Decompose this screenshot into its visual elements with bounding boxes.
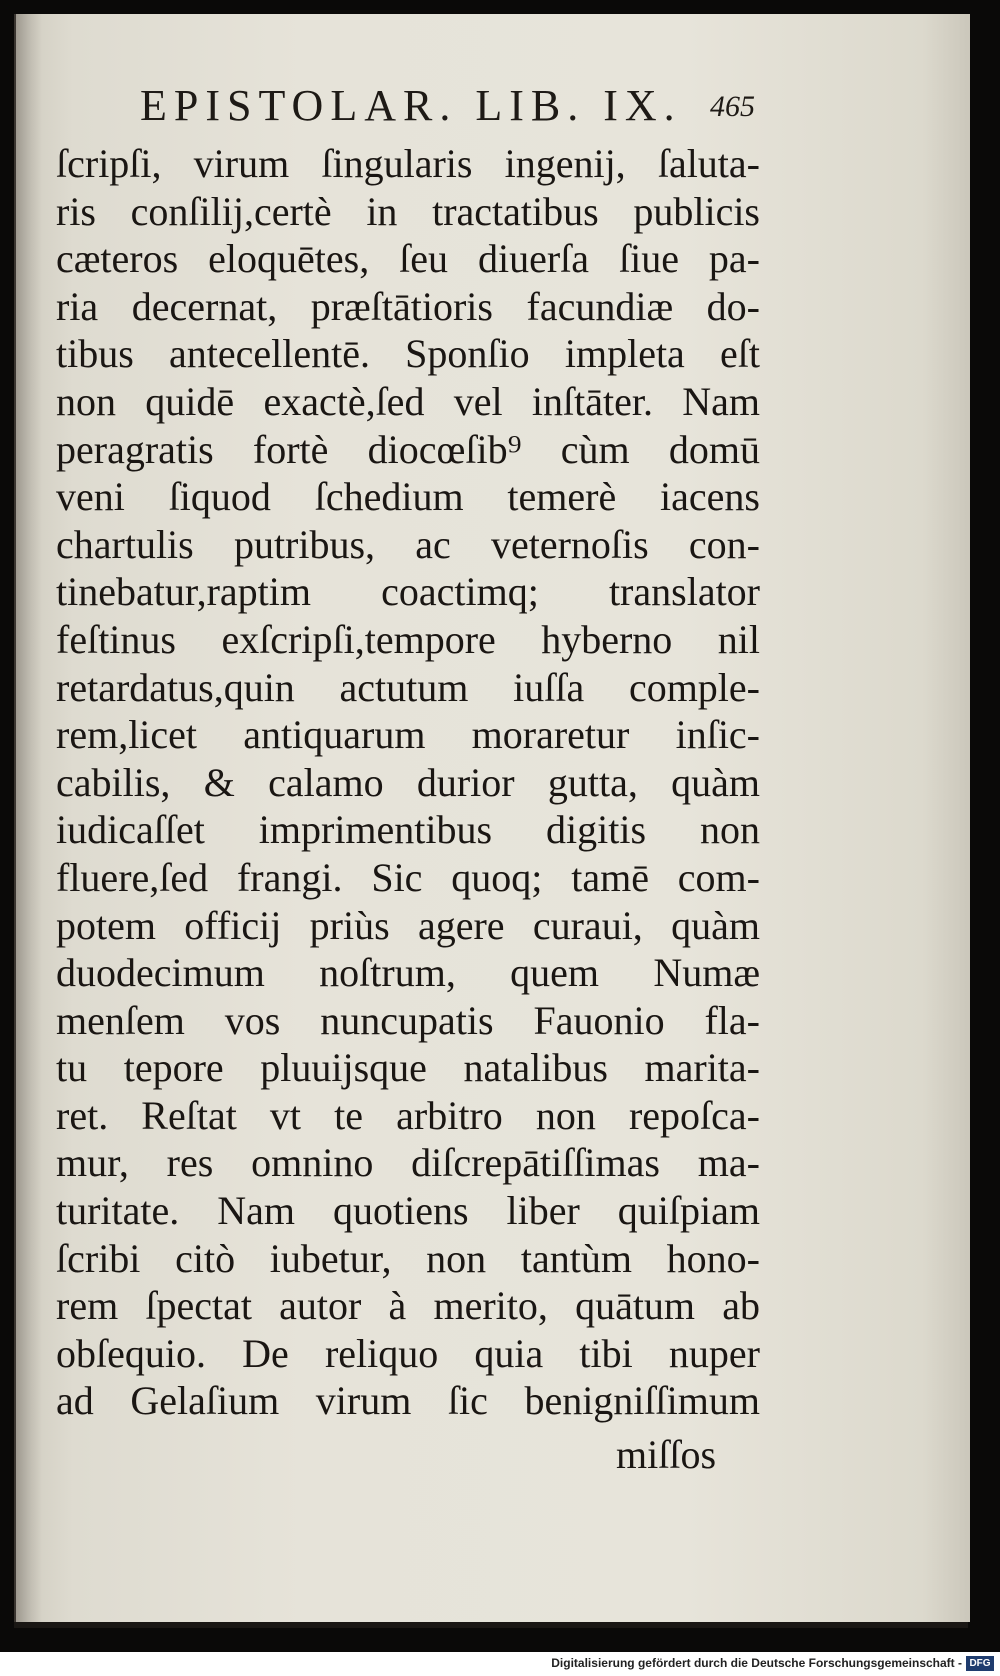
text-line: ret. Reſtat vt te arbitro non repoſca- (56, 1092, 760, 1138)
text-line: non quidē exactè,ſed vel inſtāter. Nam (56, 378, 760, 424)
digitization-footer (0, 1652, 1000, 1676)
page-bottom-edge (14, 1622, 968, 1628)
text-line: duodecimum noſtrum, quem Numæ (56, 950, 760, 996)
text-line: potem officij priùs agere curaui, quàm (56, 902, 760, 948)
text-line: obſequio. De reliquo quia tibi nuper (56, 1330, 760, 1376)
book-page (14, 14, 970, 1622)
page-gutter (16, 14, 42, 1622)
text-line: tu tepore pluuijsque natalibus marita- (56, 1045, 760, 1091)
text-line: feſtinus exſcripſi,tempore hyberno nil (56, 616, 760, 662)
text-line: peragratis fortè diocœſib⁹ cùm domū (56, 426, 760, 472)
text-line: tinebatur,raptim coactimq; translator (56, 569, 760, 615)
page-header (126, 76, 776, 132)
text-line: ſcribi citò iubetur, non tantùm hono- (56, 1235, 760, 1281)
text-line: ſcripſi, virum ſingularis ingenij, ſaluta- (56, 141, 760, 186)
text-line: mur, res omnino diſcrepātiſſimas ma- (56, 1140, 760, 1186)
text-line: iudicaſſet imprimentibus digitis non (56, 807, 760, 853)
running-title: EPISTOLAR. LIB. IX. (140, 81, 682, 130)
body-text (56, 140, 760, 1425)
text-line: ris conſilij,certè in tractatibus publicis (56, 188, 760, 234)
dfg-logo-icon: DFG (966, 1656, 994, 1671)
text-line: menſem vos nuncupatis Fauonio fla- (56, 997, 760, 1043)
text-line: ad Gelaſium virum ſic benigniſſimum (56, 1378, 760, 1424)
text-line: chartulis putribus, ac veternoſis con- (56, 521, 760, 567)
catchword: miſſos (616, 1432, 717, 1477)
text-line: retardatus,quin actutum iuſſa comple- (56, 664, 760, 710)
text-line: rem ſpectat autor à merito, quātum ab (56, 1283, 760, 1329)
text-line: tibus antecellentē. Sponſio impleta eſt (56, 331, 760, 377)
text-line: ria decernat, præſtātioris facundiæ do- (56, 283, 760, 329)
text-line: veni ſiquod ſchedium temerè iacens (56, 474, 760, 520)
funding-credit: Digitalisierung gefördert durch die Deutsche Forschungsgemeinschaft - (551, 1656, 962, 1670)
text-line: cabilis, & calamo durior gutta, quàm (56, 759, 760, 805)
text-line: rem,licet antiquarum moraretur inſic- (56, 712, 760, 758)
text-line: turitate. Nam quotiens liber quiſpiam (56, 1188, 760, 1234)
text-line: fluere,ſed frangi. Sic quoq; tamē com- (56, 854, 760, 900)
text-line: cæteros eloquētes, ſeu diuerſa ſiue pa- (56, 236, 760, 282)
page-number: 465 (710, 90, 755, 123)
